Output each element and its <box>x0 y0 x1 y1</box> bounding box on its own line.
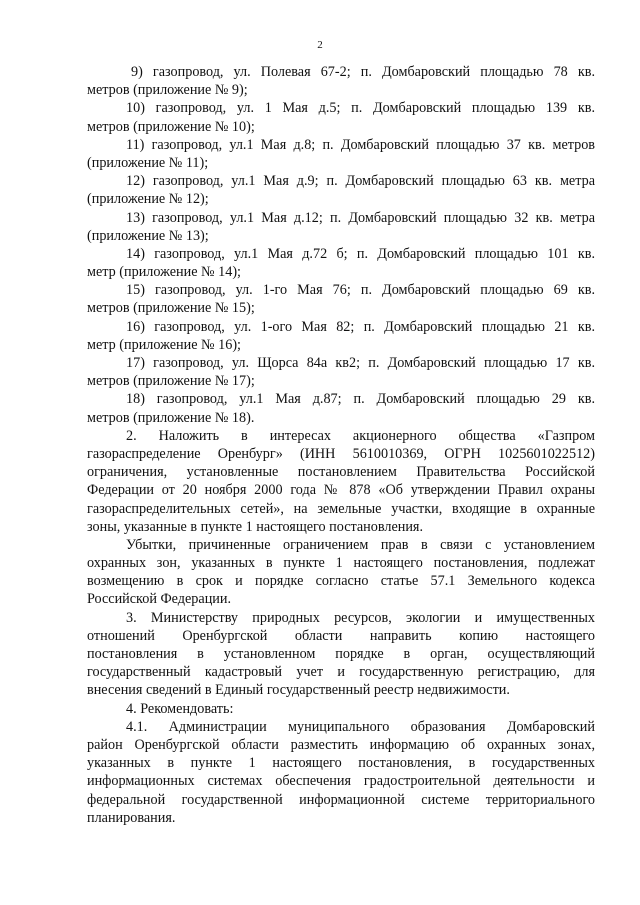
text-line: государственный кадастровый учет и государственную регистрацию, для <box>87 664 595 681</box>
text-line: отношений Оренбургской области направить копию настоящего <box>87 627 595 644</box>
text-line: федеральной государственной информационной системе территориального <box>87 791 595 808</box>
text-line: метр (приложение № 14); <box>87 264 241 281</box>
text-line: зоны, указанные в пункте 1 настоящего постановления. <box>87 518 423 535</box>
text-line: (приложение № 11); <box>87 154 209 171</box>
page-number: 2 <box>317 39 323 51</box>
text-line: 15) газопровод, ул. 1-го Мая 76; п. Домбаровский площадью 69 кв. <box>126 282 595 299</box>
text-line: 17) газопровод, ул. Щорса 84а кв2; п. Домбаровский площадью 17 кв. <box>126 355 595 371</box>
text-line: 12) газопровод, ул.1 Мая д.9; п. Домбаровский площадью 63 кв. метра <box>126 173 595 190</box>
text-line: 16) газопровод, ул. 1-ого Мая 82; п. Домбаровский площадью 21 кв. <box>126 318 595 335</box>
text-line: 4.1. Администрации муниципального образования Домбаровский <box>126 718 595 735</box>
text-line: указанных в пункте 1 настоящего постановления, в государственных <box>87 755 595 772</box>
text-line: 2. Наложить в интересах акционерного общества «Газпром <box>126 427 595 444</box>
document-body <box>87 63 595 827</box>
text-line: метров (приложение № 9); <box>87 82 248 99</box>
text-line: газораспределительных сетей», на земельные участки, входящие в охранные <box>87 500 595 517</box>
text-line: район Оренбургской области разместить информацию об охранных зонах, <box>87 736 595 753</box>
text-line: планирования. <box>87 809 176 826</box>
text-line: возмещению в срок и порядке согласно статье 57.1 Земельного кодекса <box>87 573 595 590</box>
text-line: газораспределение Оренбург» (ИНН 5610010369, ОГРН 1025601022512) <box>87 445 595 462</box>
text-line: Убытки, причиненные ограничением прав в связи с установлением <box>126 536 595 553</box>
text-line: постановления в установленном порядке в орган, осуществляющий <box>87 646 595 662</box>
text-line: метр (приложение № 16); <box>87 336 241 353</box>
text-line: информационных системах обеспечения градостроительной деятельности и <box>87 773 595 790</box>
text-line: метров (приложение № 18). <box>87 409 255 426</box>
text-line: Федерации от 20 ноября 2000 года № 878 «Об утверждении Правил охраны <box>87 482 595 499</box>
text-line: 18) газопровод, ул.1 Мая д.87; п. Домбаровский площадью 29 кв. <box>126 391 595 408</box>
text-line: 13) газопровод, ул.1 Мая д.12; п. Домбаровский площадью 32 кв. метра <box>126 209 595 226</box>
text-line: Российской Федерации. <box>87 591 232 608</box>
text-line: охранных зон, указанных в пункте 1 настоящего постановления, подлежат <box>87 555 595 572</box>
text-line: метров (приложение № 17); <box>87 373 255 390</box>
text-line: 4. Рекомендовать: <box>126 700 234 717</box>
text-line: 9) газопровод, ул. Полевая 67-2; п. Домбаровский площадью 78 кв. <box>131 64 595 80</box>
text-line: метров (приложение № 15); <box>87 300 255 317</box>
text-line: 14) газопровод, ул.1 Мая д.72 б; п. Домбаровский площадью 101 кв. <box>126 245 595 262</box>
text-line: 11) газопровод, ул.1 Мая д.8; п. Домбаровский площадью 37 кв. метров <box>126 136 595 153</box>
text-line: (приложение № 13); <box>87 227 209 244</box>
text-line: внесения сведений в Единый государственный реестр недвижимости. <box>87 682 510 699</box>
text-line: 10) газопровод, ул. 1 Мая д.5; п. Домбаровский площадью 139 кв. <box>126 100 595 117</box>
text-line: метров (приложение № 10); <box>87 118 255 135</box>
text-line: (приложение № 12); <box>87 191 209 208</box>
text-line: 3. Министерству природных ресурсов, экологии и имущественных <box>126 609 595 626</box>
text-line: ограничения, установленные постановлением Правительства Российской <box>87 464 595 481</box>
